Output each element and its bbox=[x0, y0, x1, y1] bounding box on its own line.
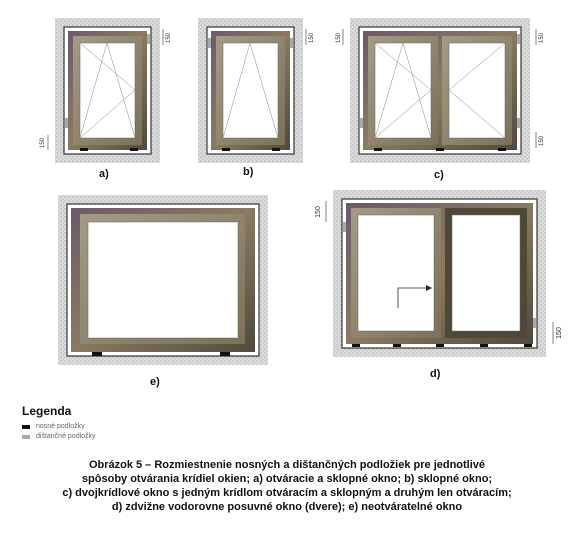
dimension-label: 150 bbox=[166, 32, 172, 44]
bearing-pad bbox=[80, 148, 88, 151]
dimension-label: 150 bbox=[539, 135, 545, 147]
figure-caption bbox=[0, 458, 574, 514]
glass-pane bbox=[80, 43, 135, 138]
spacer-pad bbox=[343, 222, 346, 232]
spacer-pad-swatch bbox=[22, 435, 30, 439]
legend-item-spacer bbox=[22, 433, 96, 440]
dimension-label: 150 bbox=[556, 327, 563, 339]
label-c: c) bbox=[434, 169, 444, 181]
spacer-pad bbox=[208, 38, 211, 48]
bearing-pad bbox=[92, 352, 102, 356]
dimension-label: 150 bbox=[309, 32, 315, 44]
spacer-pad bbox=[533, 318, 536, 328]
caption-line: d) zdvižne vodorovne posuvné okno (dvere); e) neotváratelné okno bbox=[111, 501, 463, 513]
bearing-pad bbox=[393, 344, 401, 347]
window-a bbox=[48, 18, 163, 163]
label-a: a) bbox=[99, 168, 109, 180]
bearing-pad bbox=[352, 344, 360, 347]
dimension-label: 150 bbox=[539, 32, 545, 44]
caption-line: Obrázok 5 – Rozmiestnenie nosných a dištančných podložiek pre jednotlivé bbox=[88, 459, 486, 471]
legend-item-bearing bbox=[22, 423, 85, 430]
bearing-pad bbox=[436, 148, 444, 151]
glass-pane bbox=[449, 43, 505, 138]
bearing-pad bbox=[272, 148, 280, 151]
legend-label: dištančné podložky bbox=[36, 433, 96, 440]
bearing-pad bbox=[374, 148, 382, 151]
glass-pane bbox=[452, 215, 520, 331]
window-c bbox=[343, 18, 536, 163]
bearing-pad-swatch bbox=[22, 425, 30, 429]
label-b: b) bbox=[243, 166, 254, 178]
dimension-label: 150 bbox=[336, 32, 342, 44]
bearing-pad bbox=[498, 148, 506, 151]
bearing-pad bbox=[524, 344, 532, 347]
bearing-pad bbox=[436, 344, 444, 347]
window-e bbox=[58, 195, 268, 365]
window-d bbox=[326, 190, 553, 357]
spacer-pad bbox=[147, 34, 150, 44]
caption-line: spôsoby otvárania krídiel okien; a) otváracie a sklopné okno; b) sklopné okno; bbox=[81, 473, 493, 485]
window-b bbox=[198, 18, 306, 163]
dimension-label: 150 bbox=[315, 206, 322, 218]
spacer-pad bbox=[290, 38, 293, 48]
label-e: e) bbox=[150, 376, 160, 388]
spacer-pad bbox=[517, 118, 520, 128]
label-d: d) bbox=[430, 368, 441, 380]
bearing-pad bbox=[220, 352, 230, 356]
spacer-pad bbox=[517, 34, 520, 44]
legend-label: nosné podložky bbox=[36, 423, 85, 430]
glass-pane bbox=[223, 43, 278, 138]
bearing-pad bbox=[222, 148, 230, 151]
bearing-pad bbox=[130, 148, 138, 151]
glass-pane bbox=[358, 215, 434, 331]
dimension-label: 150 bbox=[40, 137, 46, 149]
glass-pane bbox=[88, 222, 238, 338]
legend-title: Legenda bbox=[22, 404, 72, 418]
spacer-pad bbox=[360, 118, 363, 128]
glass-pane bbox=[375, 43, 431, 138]
spacer-pad bbox=[65, 118, 68, 128]
bearing-pad bbox=[480, 344, 488, 347]
caption-line: c) dvojkrídlové okno s jedným krídlom otváracím a sklopným a druhým len otváracím; bbox=[62, 487, 512, 499]
